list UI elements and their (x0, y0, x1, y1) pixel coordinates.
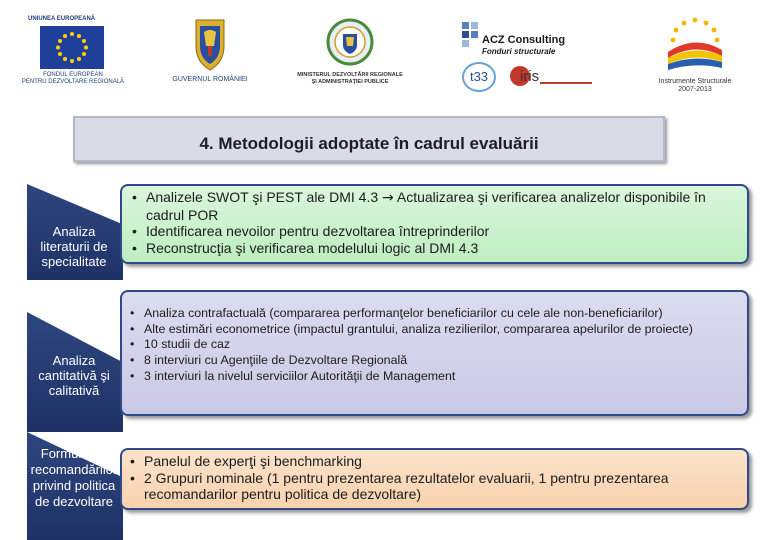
acz-title: ACZ Consulting (482, 34, 566, 46)
acz-consulting-logo (462, 22, 602, 94)
section-1-label: Analiza literaturii de specialitate (40, 224, 108, 269)
government-logo (160, 16, 260, 86)
section-2-bullet-3: • 10 studii de caz (126, 337, 733, 353)
section-1-bullet-2: • Identificarea nevoilor pentru dezvoltarea întreprinderilor (128, 223, 737, 240)
section-2-box (120, 290, 749, 416)
section-2-bullet-4: • 8 interviuri cu Agenţiile de Dezvoltare Regională (126, 353, 733, 369)
ministry-emblem-icon (326, 18, 374, 66)
t33-label: t33 (469, 69, 489, 84)
iris-label: iris (520, 68, 540, 85)
section-1-bullet-1: • Analizele SWOT şi PEST ale DMI 4.3 → Actualizarea şi verificarea analizelor disponibile în cadrul POR (128, 189, 737, 223)
instrumente-line1: Instrumente Structurale (658, 78, 732, 85)
slide-title-box (73, 116, 665, 162)
section-2-bullet-1: • Analiza contrafactuală (compararea performanţelor beneficiarilor cu cele ale non-beneficiarilor) (126, 306, 733, 322)
instrumente-structurale-logo (640, 14, 750, 98)
instrumente-emblem-icon (656, 14, 734, 74)
acz-subtitle: Fonduri structurale (482, 47, 556, 56)
iris-tagline (540, 82, 592, 84)
instrumente-line2: 2007-2013 (678, 86, 712, 93)
right-arrow-icon: → (382, 190, 394, 206)
t33-logo (462, 62, 496, 92)
section-2-label: Analiza cantitativă şi calitativă (38, 353, 110, 398)
romania-coat-of-arms-icon (190, 16, 230, 72)
section-2-bullet-2: • Alte estimări econometrice (impactul grantului, analiza rezilierilor, compararea apelurilor de proiecte) (126, 322, 733, 338)
eu-logo-line2: FONDUL EUROPEAN (43, 72, 103, 78)
section-3-bullet-1: • Panelul de experţi şi benchmarking (126, 453, 735, 470)
eu-logo-line3: PENTRU DEZVOLTARE REGIONALĂ (21, 79, 125, 85)
government-label: GUVERNUL ROMÂNIEI (172, 76, 248, 83)
section-1-bullet-3: • Reconstrucţia şi verificarea modelului logic al DMI 4.3 (128, 240, 737, 257)
section-3-box (120, 448, 749, 510)
section-1-box (120, 184, 749, 264)
section-3-label: Formularea recomandărilor privind politica de dezvoltare (30, 446, 118, 509)
eu-logo (18, 16, 128, 86)
eu-logo-line1: UNIUNEA EUROPEANĂ (28, 16, 96, 22)
acz-squares-icon (462, 22, 480, 52)
eu-flag-icon (40, 26, 104, 69)
ministry-line2: ŞI ADMINISTRAŢIEI PUBLICE (311, 79, 389, 85)
slide-title: 4. Metodologii adoptate în cadrul evaluării (199, 134, 539, 153)
section-3-bullet-2: • 2 Grupuri nominale (1 pentru prezentarea rezultatelor evaluarii, 1 pentru prezentarea recomandarilor pentru politica de dezvoltare) (126, 470, 735, 503)
ministry-line1: MINISTERUL DEZVOLTĂRII REGIONALE (297, 72, 403, 78)
section-2-bullet-5: • 3 interviuri la nivelul serviciilor Autorităţii de Management (126, 369, 733, 385)
ministry-logo (290, 18, 410, 88)
